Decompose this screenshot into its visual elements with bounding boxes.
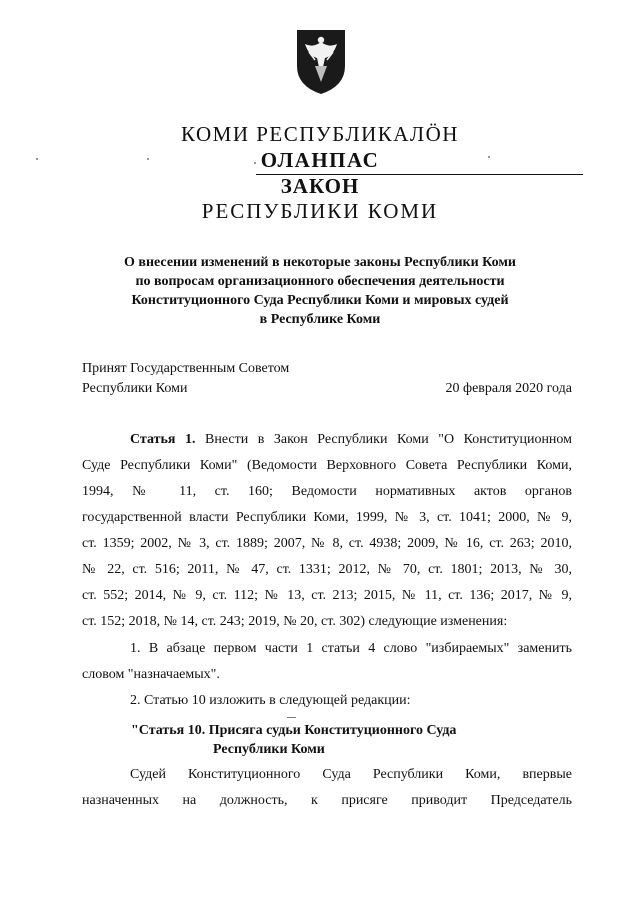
oath-line: назначенных на должность, к присяге приводит Председатель <box>82 793 572 808</box>
law-title-line: по вопросам организационного обеспечения деятельности <box>135 274 505 289</box>
adopted-line: Республики Коми <box>82 381 188 396</box>
item-2-line: 2. Статью 10 изложить в следующей редакции: <box>130 693 411 708</box>
article-10-heading-line: "Статья 10. Присяга судьи Конституционного Суда <box>131 723 457 738</box>
article-10-heading-line: Республики Коми <box>213 742 325 757</box>
article-1-line: Суде Республики Коми" (Ведомости Верховного Совета Республики Коми, <box>82 458 572 473</box>
item-1 <box>82 636 572 688</box>
header-republic: РЕСПУБЛИКИ КОМИ <box>201 199 439 223</box>
item-1-line: словом "назначаемых". <box>82 667 220 682</box>
article-1 <box>82 427 572 635</box>
law-title-line: О внесении изменений в некоторые законы Республики Коми <box>124 255 516 270</box>
article-1-line: № 22, ст. 516; 2011, № 47, ст. 1331; 2012, № 70, ст. 1801; 2013, № 30, <box>82 562 572 577</box>
adopted-line: Принят Государственным Советом <box>82 361 290 376</box>
article-1-line: ст. 552; 2014, № 9, ст. 112; № 13, ст. 213; 2015, № 11, ст. 136; 2017, № 9, <box>82 588 572 603</box>
article-1-line: 1994, № 11, ст. 160; Ведомости нормативных актов органов <box>82 484 572 499</box>
article-10-heading <box>131 721 456 759</box>
adopted-by <box>82 359 289 399</box>
article-1-line: государственной власти Республики Коми, 1999, № 3, ст. 1041; 2000, № 9, <box>82 510 572 525</box>
article-1-line: ст. 1359; 2002, № 3, ст. 1889; 2007, № 8, ст. 4938; 2009, № 16, ст. 263; 2010, <box>82 536 572 551</box>
scan-speck <box>488 156 490 158</box>
item-1-line: 1. В абзаце первом части 1 статьи 4 слово "избираемых" заменить <box>130 641 572 656</box>
adoption-date: 20 февраля 2020 года <box>445 381 572 396</box>
law-title-line: в Республике Коми <box>259 312 381 327</box>
scan-speck <box>254 162 256 164</box>
oath-paragraph <box>82 762 572 814</box>
article-1-line: Статья 1. Внести в Закон Республики Коми "О Конституционном <box>130 432 573 447</box>
law-title <box>60 253 580 329</box>
komi-coat-of-arms-icon <box>295 26 347 96</box>
article-1-line: ст. 152; 2018, № 14, ст. 243; 2019, № 20, ст. 302) следующие изменения: <box>82 614 508 629</box>
header-olanpas: ОЛАНПАС <box>260 148 380 172</box>
article-1-heading: Статья 1. <box>130 432 196 447</box>
oath-line: Судей Конституционного Суда Республики Коми, впервые <box>130 767 572 782</box>
scan-speck <box>36 158 38 160</box>
scan-speck <box>287 717 296 718</box>
header-zakon: ЗАКОН <box>280 174 360 198</box>
item-2 <box>82 688 572 714</box>
scan-speck <box>147 158 149 160</box>
header-komi-line: КОМИ РЕСПУБЛИКАЛӦН <box>181 122 459 146</box>
law-title-line: Конституционного Суда Республики Коми и мировых судей <box>131 293 509 308</box>
